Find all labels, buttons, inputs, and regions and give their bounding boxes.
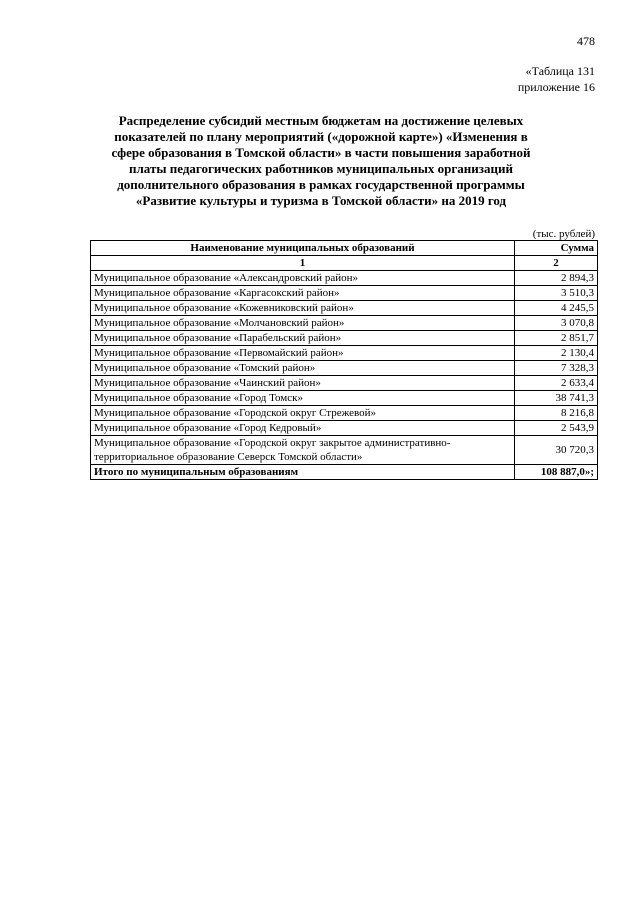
row-name: Муниципальное образование «Каргасокский район» <box>91 286 515 301</box>
row-name: Муниципальное образование «Городской округ закрытое административно-территориальное образование Северск Томской области» <box>91 436 515 465</box>
total-row <box>91 465 598 480</box>
table-row <box>91 331 598 346</box>
total-sum: 108 887,0»; <box>515 465 598 480</box>
row-sum: 2 130,4 <box>515 346 598 361</box>
table-row <box>91 376 598 391</box>
row-name: Муниципальное образование «Томский район» <box>91 361 515 376</box>
total-label: Итого по муниципальным образованиям <box>91 465 515 480</box>
row-name: Муниципальное образование «Первомайский район» <box>91 346 515 361</box>
row-name: Муниципальное образование «Молчановский район» <box>91 316 515 331</box>
header-name: Наименование муниципальных образований <box>91 241 515 256</box>
table-row <box>91 316 598 331</box>
document-title: Распределение субсидий местным бюджетам на достижение целевых показателей по плану мероприятий («дорожной карте») «Изменения в сфере образования в Томской области» в части повышения заработной платы педагогических работников муниципальных организаций дополнительного образования в рамках государственной программы «Развитие культуры и туризма в Томской области» на 2019 год <box>111 113 531 208</box>
row-name: Муниципальное образование «Чаинский район» <box>91 376 515 391</box>
row-name: Муниципальное образование «Кожевниковский район» <box>91 301 515 316</box>
table-row <box>91 391 598 406</box>
row-sum: 4 245,5 <box>515 301 598 316</box>
table-row <box>91 271 598 286</box>
table-caption <box>518 63 595 95</box>
column-number-row <box>91 256 598 271</box>
row-name: Муниципальное образование «Городской округ Стрежевой» <box>91 406 515 421</box>
page-number: 478 <box>577 34 595 48</box>
table-row <box>91 406 598 421</box>
subsidy-table <box>90 240 598 480</box>
row-sum: 8 216,8 <box>515 406 598 421</box>
table-body <box>91 271 598 480</box>
row-name: Муниципальное образование «Город Томск» <box>91 391 515 406</box>
row-sum: 7 328,3 <box>515 361 598 376</box>
row-sum: 3 510,3 <box>515 286 598 301</box>
column-number-2: 2 <box>515 256 598 271</box>
row-sum: 38 741,3 <box>515 391 598 406</box>
row-sum: 2 633,4 <box>515 376 598 391</box>
row-name: Муниципальное образование «Александровский район» <box>91 271 515 286</box>
column-number-1: 1 <box>91 256 515 271</box>
table-row <box>91 361 598 376</box>
caption-table-number: «Таблица 131 <box>525 64 595 78</box>
row-sum: 2 894,3 <box>515 271 598 286</box>
units-label: (тыс. рублей) <box>532 228 595 240</box>
row-sum: 2 543,9 <box>515 421 598 436</box>
caption-appendix: приложение 16 <box>517 80 595 94</box>
row-name: Муниципальное образование «Парабельский район» <box>91 331 515 346</box>
row-name: Муниципальное образование «Город Кедровый» <box>91 421 515 436</box>
table-row <box>91 301 598 316</box>
row-sum: 3 070,8 <box>515 316 598 331</box>
header-sum: Сумма <box>515 241 598 256</box>
table-row <box>91 286 598 301</box>
table-row <box>91 346 598 361</box>
header-row <box>91 241 598 256</box>
row-sum: 2 851,7 <box>515 331 598 346</box>
table-row <box>91 421 598 436</box>
table-row <box>91 436 598 465</box>
row-sum: 30 720,3 <box>515 436 598 465</box>
